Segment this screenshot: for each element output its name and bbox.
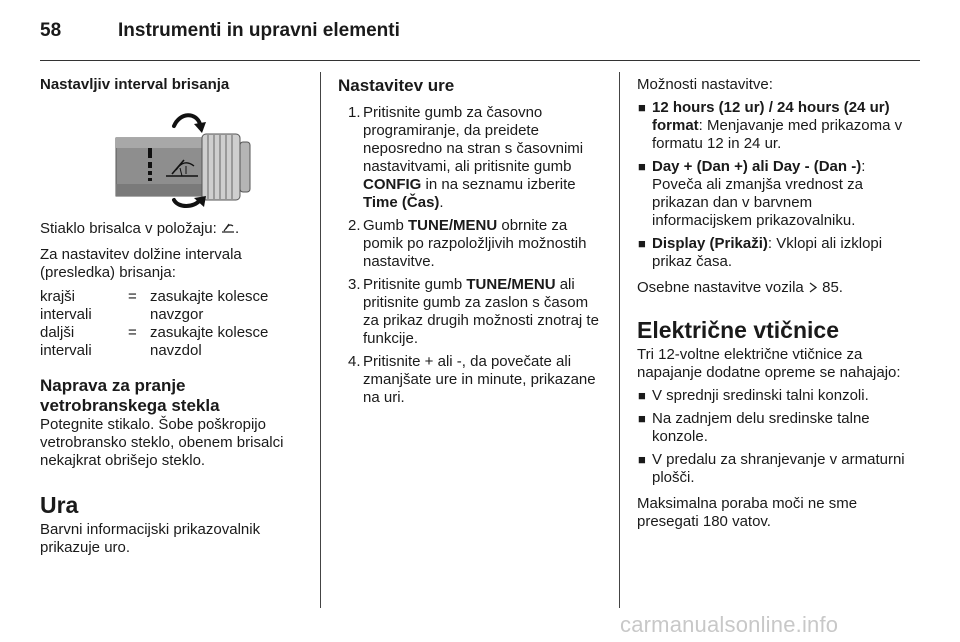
step-number: 3.: [348, 276, 361, 293]
step-number: 4.: [348, 353, 361, 370]
header-rule: [40, 60, 920, 61]
socket-location-3: ■ V predalu za shranjevanje v armaturni plošči.: [638, 451, 905, 486]
middle-column: [338, 76, 606, 407]
interval-intro-text: Za nastavitev dolžine intervala (presledka) brisanja:: [40, 246, 242, 281]
clock-setting-steps: [338, 104, 606, 407]
bullet-icon: ■: [638, 159, 646, 174]
interval-key-short: krajši intervali: [40, 288, 92, 323]
step-number: 1.: [348, 104, 361, 121]
option-day: ■ Day + (Dan +) ali Day - (Dan -): Poveča ali zmanjša vrednost za prikazan dan v barvnem informacijskem prikazovalniku.: [638, 158, 866, 229]
interval-value-long: zasukajte kolesce navzdol: [150, 324, 269, 359]
personal-settings-ref: Osebne nastavitve vozila 85.: [637, 279, 843, 296]
page-reference-arrow-icon: [808, 282, 818, 293]
step-1: 1. Pritisnite gumb za časovno programiranje, da preidete neposredno na stran s časovnimi nastavitvami, ali pritisnite gumb CONFIG in na seznamu izberite Time (Čas).: [348, 104, 584, 211]
interval-sep-long: =: [128, 324, 137, 341]
page-number: 58: [40, 20, 62, 41]
wiper-position-text: Stiaklo brisalca v položaju: .: [40, 220, 240, 237]
page-title: Instrumenti in upravni elementi: [118, 20, 400, 41]
watermark: carmanualsonline.info: [620, 612, 839, 637]
rotate-down-arrow-icon: [174, 200, 200, 206]
tune-menu-label: TUNE/MENU: [466, 276, 556, 293]
rotate-up-arrowhead-icon: [194, 122, 206, 133]
time-menu-label: Time (Čas): [363, 194, 440, 211]
interval-value-short: zasukajte kolesce navzgor: [150, 288, 269, 323]
options-intro: Možnosti nastavitve:: [637, 76, 773, 93]
washer-text: Potegnite stikalo. Šobe poškropijo vetrobransko steklo, obenem brisalci nekajkrat obrišejo steklo.: [40, 416, 284, 469]
config-button-label: CONFIG: [363, 176, 422, 193]
option-format: ■ 12 hours (12 ur) / 24 hours (24 ur) format: Menjavanje med prikazoma v formatu 12 in 24 ur.: [638, 99, 903, 152]
interval-key-long: daljši intervali: [40, 324, 92, 359]
step-number: 2.: [348, 217, 361, 234]
column-divider-2: [619, 72, 620, 608]
socket-location-1: ■ V sprednji sredinski talni konzoli.: [638, 387, 869, 404]
clock-heading: Ura: [40, 492, 79, 518]
step-2: 2. Gumb TUNE/MENU obrnite za pomik po razpoložljivih možnostih nastavitve.: [348, 217, 587, 270]
sockets-heading: Električne vtičnice: [637, 317, 839, 343]
interval-sep-short: =: [128, 288, 137, 305]
sockets-list: [637, 387, 907, 487]
washer-heading: Naprava za pranje vetrobranskega stekla: [40, 376, 220, 415]
option-display: ■ Display (Prikaži): Vklopi ali izklopi prikaz časa.: [638, 235, 883, 270]
right-column: [637, 76, 907, 531]
wiper-interval-heading: Nastavljiv interval brisanja: [40, 76, 230, 93]
left-column: [40, 76, 308, 557]
socket-location-2: ■ Na zadnjem delu sredinske talne konzole.: [638, 410, 870, 445]
sockets-intro: Tri 12-voltne električne vtičnice za napajanje dodatne opreme se nahajajo:: [637, 346, 901, 381]
interval-table: [40, 288, 308, 360]
bullet-icon: ■: [638, 100, 646, 115]
bullet-icon: ■: [638, 452, 646, 467]
bullet-icon: ■: [638, 236, 646, 251]
step-3: 3. Pritisnite gumb TUNE/MENU ali pritisnite gumb za zaslon s časom za prikaz drugih možnosti znotraj te funkcije.: [348, 276, 599, 347]
intermittent-wiper-symbol-icon: [221, 221, 235, 234]
max-power-text: Maksimalna poraba moči ne sme presegati 180 vatov.: [637, 495, 858, 530]
tune-menu-label: TUNE/MENU: [408, 217, 498, 234]
step-4: 4. Pritisnite + ali -, da povečate ali zmanjšate ure in minute, prikazane na uri.: [348, 353, 596, 406]
clock-text: Barvni informacijski prikazovalnik prikazuje uro.: [40, 521, 261, 556]
bullet-icon: ■: [638, 411, 646, 426]
clock-setting-heading: Nastavitev ure: [338, 76, 455, 95]
column-divider-1: [320, 72, 321, 608]
options-list: [637, 99, 907, 271]
bullet-icon: ■: [638, 388, 646, 403]
wiper-stalk-illustration: [114, 108, 254, 208]
